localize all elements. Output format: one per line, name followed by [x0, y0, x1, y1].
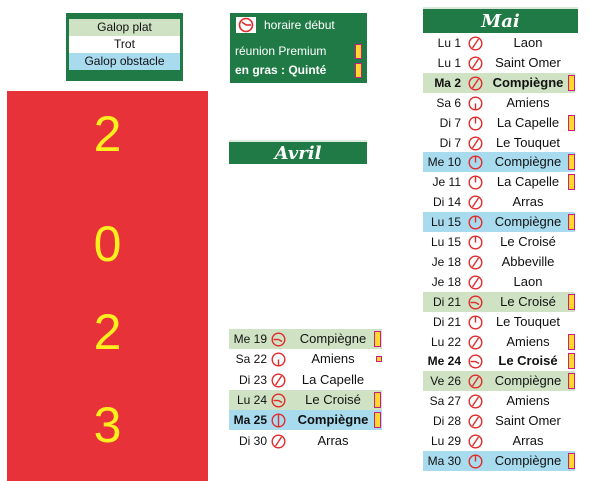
- race-date: Ve 26: [430, 374, 461, 389]
- race-date: Me 10: [427, 155, 461, 170]
- race-row: [423, 351, 575, 371]
- clock-icon: [468, 116, 483, 131]
- race-venue: Amiens: [506, 333, 550, 349]
- clock-icon: [468, 434, 483, 449]
- clock-icon: [271, 434, 286, 449]
- year-digit: 0: [93, 216, 122, 272]
- race-date: Ma 30: [427, 453, 461, 468]
- race-date: Lu 29: [430, 434, 461, 448]
- clock-icon: [271, 373, 286, 388]
- race-venue: Compiègne: [494, 154, 562, 170]
- race-date: Lu 15: [430, 215, 461, 230]
- legend-trot: Trot: [69, 36, 180, 53]
- premium-marker: [568, 214, 575, 230]
- race-row: [423, 431, 575, 451]
- premium-marker: [568, 373, 575, 389]
- race-row: [423, 73, 575, 93]
- clock-icon: [468, 394, 483, 409]
- race-venue: Compiègne: [297, 412, 369, 428]
- clock-icon: [236, 17, 256, 33]
- race-row: [423, 33, 575, 53]
- race-date: Lu 1: [437, 55, 461, 70]
- premium-marker: [568, 334, 575, 350]
- legend-premium-row: [230, 42, 367, 60]
- race-venue: Abbeville: [501, 253, 555, 269]
- race-venue: Amiens: [506, 94, 550, 110]
- race-date: Sa 22: [235, 352, 267, 367]
- clock-icon: [468, 195, 483, 210]
- race-date: Lu 15: [430, 235, 461, 249]
- clock-icon: [468, 175, 483, 190]
- race-row: [229, 370, 382, 390]
- race-date: Di 23: [238, 372, 267, 387]
- race-venue: Arras: [512, 433, 544, 448]
- clock-icon: [468, 374, 483, 389]
- race-date: Je 11: [432, 175, 461, 190]
- race-date: Sa 6: [436, 95, 461, 110]
- race-venue: Amiens: [311, 351, 355, 367]
- premium-marker: [568, 115, 575, 131]
- race-date: Di 7: [439, 115, 461, 130]
- year-digit: 2: [93, 304, 122, 360]
- race-row: [229, 410, 382, 430]
- race-venue: Arras: [512, 194, 544, 210]
- race-row: [229, 390, 382, 410]
- race-row: [229, 349, 382, 369]
- race-date: Sa 27: [429, 394, 461, 409]
- race-venue: Le Croisé: [498, 353, 558, 369]
- race-venue: Compiègne: [494, 452, 562, 468]
- premium-marker: [568, 353, 575, 369]
- discipline-legend: [66, 13, 183, 81]
- race-date: Di 21: [432, 294, 461, 309]
- race-date: Ma 25: [233, 413, 267, 428]
- race-date: Lu 1: [437, 36, 461, 50]
- race-venue: Compiègne: [494, 373, 562, 389]
- legend-start-time-label: horaire début: [264, 18, 335, 32]
- race-venue: Compiègne: [492, 74, 564, 90]
- premium-marker-icon: [355, 44, 362, 59]
- race-venue: La Capelle: [496, 174, 560, 190]
- premium-marker: [376, 356, 382, 362]
- premium-marker: [568, 154, 575, 170]
- premium-marker: [568, 174, 575, 190]
- race-date: Di 7: [439, 135, 461, 150]
- premium-marker: [568, 294, 575, 310]
- race-venue: Le Touquet: [495, 313, 561, 329]
- race-row: [423, 411, 575, 431]
- race-row: [423, 312, 575, 332]
- symbol-legend: [230, 13, 367, 83]
- avril-race-list: [229, 329, 384, 451]
- clock-icon: [468, 454, 483, 469]
- race-venue: La Capelle: [496, 114, 560, 130]
- premium-marker: [374, 331, 381, 347]
- race-date: Di 21: [432, 314, 461, 329]
- race-row: [423, 113, 575, 133]
- race-row: [229, 431, 382, 451]
- clock-icon: [468, 36, 483, 51]
- clock-icon-swatch: [236, 17, 256, 33]
- premium-marker: [568, 75, 575, 91]
- race-venue: Le Croisé: [305, 391, 361, 407]
- clock-icon: [468, 275, 483, 290]
- month-header-mai: Mai: [423, 7, 578, 33]
- race-row: [423, 252, 575, 272]
- clock-icon: [468, 295, 483, 310]
- clock-icon: [468, 354, 483, 369]
- clock-icon: [468, 136, 483, 151]
- race-venue: Arras: [317, 432, 349, 448]
- clock-icon: [468, 76, 483, 91]
- race-venue: Amiens: [506, 393, 550, 409]
- legend-quinte-row: [230, 61, 367, 79]
- race-venue: Le Croisé: [500, 293, 556, 309]
- mai-race-list: [423, 33, 583, 473]
- race-date: Me 19: [233, 332, 267, 346]
- clock-icon: [468, 56, 483, 71]
- race-row: [423, 172, 575, 192]
- clock-icon: [271, 413, 286, 428]
- race-venue: Saint Omer: [495, 413, 561, 429]
- race-row: [423, 133, 575, 153]
- premium-marker: [374, 392, 381, 408]
- race-venue: Saint Omer: [495, 54, 561, 70]
- race-venue: Le Croisé: [500, 234, 556, 249]
- race-row: [423, 232, 575, 252]
- race-row: [423, 152, 575, 172]
- legend-premium-label: réunion Premium: [235, 44, 327, 58]
- month-header-avril: Avril: [229, 140, 367, 164]
- race-date: Di 28: [432, 414, 461, 429]
- legend-quinte-label: en gras : Quinté: [235, 63, 327, 77]
- race-date: Lu 22: [430, 334, 461, 349]
- clock-icon: [271, 352, 286, 367]
- race-row: [423, 451, 575, 471]
- race-venue: Compiègne: [299, 331, 367, 346]
- race-row: [423, 371, 575, 391]
- race-row: [423, 272, 575, 292]
- race-row: [423, 212, 575, 232]
- clock-icon: [468, 96, 483, 111]
- year-digit: 3: [93, 397, 122, 453]
- race-venue: Le Touquet: [495, 134, 561, 150]
- race-date: Di 14: [432, 195, 461, 210]
- race-date: Je 18: [431, 274, 461, 289]
- race-date: Lu 24: [236, 392, 267, 407]
- clock-icon: [271, 332, 286, 347]
- race-date: Di 30: [238, 433, 267, 448]
- race-row: [423, 391, 575, 411]
- clock-icon: [468, 335, 483, 350]
- race-row: [423, 53, 575, 73]
- race-row: [423, 93, 575, 113]
- clock-icon: [468, 315, 483, 330]
- race-venue: Laon: [513, 273, 543, 289]
- race-row: [229, 329, 382, 349]
- race-venue: Compiègne: [494, 214, 562, 230]
- race-row: [423, 292, 575, 312]
- premium-marker-icon: [355, 63, 362, 78]
- race-date: Je 18: [431, 254, 461, 269]
- race-date: Me 24: [427, 354, 461, 369]
- clock-icon: [271, 393, 286, 408]
- race-row: [423, 332, 575, 352]
- legend-galop-plat: Galop plat: [69, 19, 180, 36]
- premium-marker: [568, 453, 575, 469]
- clock-icon: [468, 235, 483, 250]
- race-row: [423, 192, 575, 212]
- clock-icon: [468, 215, 483, 230]
- race-venue: La Capelle: [301, 371, 365, 387]
- clock-icon: [468, 155, 483, 170]
- premium-marker: [374, 412, 381, 428]
- clock-icon: [468, 414, 483, 429]
- year-digit: 2: [93, 106, 122, 162]
- legend-start-time-row: [230, 16, 367, 34]
- clock-icon: [468, 255, 483, 270]
- legend-galop-obstacle: Galop obstacle: [69, 53, 180, 70]
- race-venue: Laon: [513, 35, 543, 50]
- race-date: Ma 2: [434, 75, 461, 90]
- year-banner: [7, 91, 208, 481]
